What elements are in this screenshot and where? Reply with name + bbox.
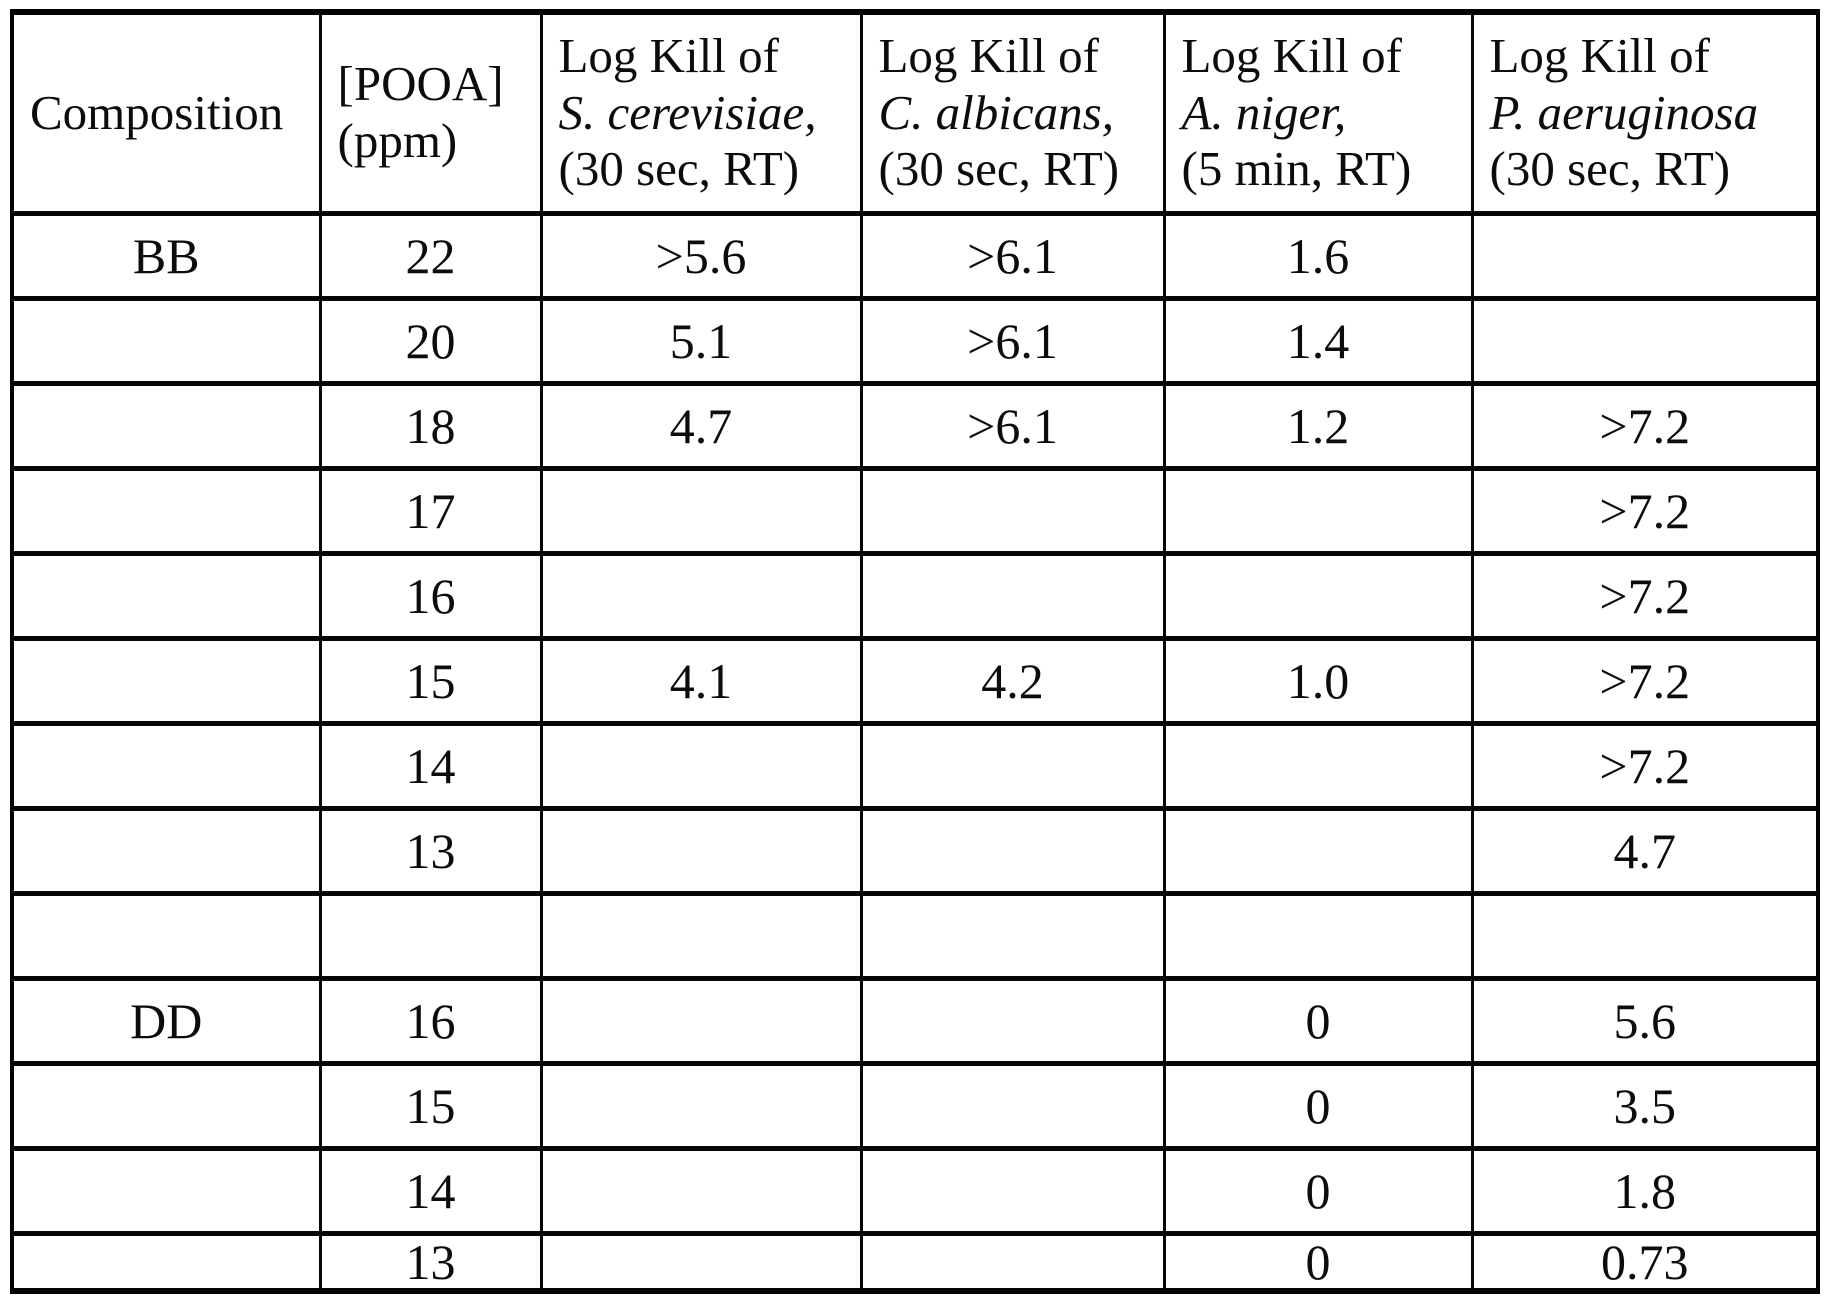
- table-cell: [541, 1149, 861, 1234]
- table-cell: [861, 554, 1164, 639]
- table-row: [12, 469, 1818, 554]
- table-row: [12, 979, 1818, 1064]
- table-row: [12, 809, 1818, 894]
- table-cell: [541, 554, 861, 639]
- table-row: [12, 1234, 1818, 1292]
- table-cell: [861, 724, 1164, 809]
- table-cell: [320, 894, 541, 979]
- table-cell: [12, 639, 320, 724]
- table-cell: [861, 1149, 1164, 1234]
- table-cell: [541, 894, 861, 979]
- table-cell: [12, 724, 320, 809]
- table-cell: 0: [1164, 1234, 1472, 1292]
- table-cell: >6.1: [861, 299, 1164, 384]
- header-pooa-ppm: [320, 12, 541, 214]
- header-log-kill-s-cerevisiae: [541, 12, 861, 214]
- header-s-cerevisiae-species: S. cerevisiae,: [558, 84, 817, 140]
- table-cell: [1472, 894, 1818, 979]
- table-cell: 14: [320, 724, 541, 809]
- header-c-albicans-line1: Log Kill of: [878, 27, 1099, 83]
- table-cell: [1164, 809, 1472, 894]
- table-cell: 18: [320, 384, 541, 469]
- table-cell: 3.5: [1472, 1064, 1818, 1149]
- header-log-kill-a-niger: [1164, 12, 1472, 214]
- table-cell: 13: [320, 809, 541, 894]
- table-cell: >7.2: [1472, 384, 1818, 469]
- table-cell: 4.7: [1472, 809, 1818, 894]
- table-cell: [12, 1234, 320, 1292]
- table-cell: [12, 384, 320, 469]
- header-a-niger-species: A. niger,: [1181, 84, 1347, 140]
- table-cell: [541, 809, 861, 894]
- log-kill-results-table: [10, 9, 1820, 1294]
- table-cell: >6.1: [861, 384, 1164, 469]
- table-cell: [1164, 469, 1472, 554]
- header-p-aeruginosa-line1: Log Kill of: [1489, 27, 1710, 83]
- table-cell: 5.1: [541, 299, 861, 384]
- header-s-cerevisiae-conditions: (30 sec, RT): [558, 141, 800, 197]
- table-cell: 16: [320, 554, 541, 639]
- header-pooa-line2: (ppm): [337, 113, 458, 168]
- header-c-albicans-conditions: (30 sec, RT): [878, 141, 1120, 197]
- table-cell: [861, 1064, 1164, 1149]
- table-cell: [541, 724, 861, 809]
- table-cell: 1.8: [1472, 1149, 1818, 1234]
- header-row: [12, 12, 1818, 214]
- table-cell: [12, 1149, 320, 1234]
- table-row: [12, 894, 1818, 979]
- table-cell: 15: [320, 639, 541, 724]
- header-p-aeruginosa-conditions: (30 sec, RT): [1489, 141, 1731, 197]
- table-cell: [12, 894, 320, 979]
- table-header: [12, 12, 1818, 214]
- header-p-aeruginosa-species: P. aeruginosa: [1489, 84, 1759, 140]
- table-cell: 1.2: [1164, 384, 1472, 469]
- table-cell: [541, 1064, 861, 1149]
- table-cell: 13: [320, 1234, 541, 1292]
- table-cell: 14: [320, 1149, 541, 1234]
- header-s-cerevisiae-line1: Log Kill of: [558, 27, 779, 83]
- table-cell: DD: [12, 979, 320, 1064]
- table-body: [12, 214, 1818, 1292]
- table-cell: [861, 809, 1164, 894]
- table-cell: 0.73: [1472, 1234, 1818, 1292]
- table-cell: 0: [1164, 979, 1472, 1064]
- table-row: [12, 214, 1818, 299]
- table-row: [12, 299, 1818, 384]
- table-row: [12, 384, 1818, 469]
- header-a-niger-conditions: (5 min, RT): [1181, 141, 1412, 197]
- table-cell: [861, 1234, 1164, 1292]
- header-log-kill-c-albicans: [861, 12, 1164, 214]
- table-row: [12, 724, 1818, 809]
- table-cell: [541, 979, 861, 1064]
- table-cell: >7.2: [1472, 724, 1818, 809]
- table-cell: >5.6: [541, 214, 861, 299]
- header-pooa-line1: [POOA]: [337, 56, 504, 112]
- table-cell: >7.2: [1472, 554, 1818, 639]
- table-cell: 4.2: [861, 639, 1164, 724]
- table-cell: >7.2: [1472, 639, 1818, 724]
- header-log-kill-p-aeruginosa: [1472, 12, 1818, 214]
- table-cell: 5.6: [1472, 979, 1818, 1064]
- table-row: [12, 639, 1818, 724]
- table-cell: 1.6: [1164, 214, 1472, 299]
- table-cell: [861, 894, 1164, 979]
- table-cell: 16: [320, 979, 541, 1064]
- table-cell: [1472, 214, 1818, 299]
- table-cell: [1164, 894, 1472, 979]
- table-cell: [861, 469, 1164, 554]
- table-row: [12, 554, 1818, 639]
- header-composition-label: Composition: [30, 84, 284, 140]
- table-cell: BB: [12, 214, 320, 299]
- table-cell: 4.7: [541, 384, 861, 469]
- header-a-niger-line1: Log Kill of: [1181, 27, 1402, 83]
- table-cell: [1164, 554, 1472, 639]
- table-cell: [541, 1234, 861, 1292]
- table-cell: >6.1: [861, 214, 1164, 299]
- table-cell: 4.1: [541, 639, 861, 724]
- table-row: [12, 1149, 1818, 1234]
- table-cell: 17: [320, 469, 541, 554]
- table-cell: 1.4: [1164, 299, 1472, 384]
- table-cell: [12, 809, 320, 894]
- table-cell: 0: [1164, 1064, 1472, 1149]
- table-cell: [12, 554, 320, 639]
- table-cell: [12, 299, 320, 384]
- table-cell: >7.2: [1472, 469, 1818, 554]
- table-cell: [12, 1064, 320, 1149]
- table-cell: [861, 979, 1164, 1064]
- table-cell: 20: [320, 299, 541, 384]
- table-cell: [541, 469, 861, 554]
- table-row: [12, 1064, 1818, 1149]
- header-c-albicans-species: C. albicans,: [878, 84, 1114, 140]
- table-cell: 1.0: [1164, 639, 1472, 724]
- table-cell: [1164, 724, 1472, 809]
- table-cell: 0: [1164, 1149, 1472, 1234]
- table-cell: [12, 469, 320, 554]
- table-cell: [1472, 299, 1818, 384]
- header-composition: [12, 12, 320, 214]
- table-cell: 22: [320, 214, 541, 299]
- table-cell: 15: [320, 1064, 541, 1149]
